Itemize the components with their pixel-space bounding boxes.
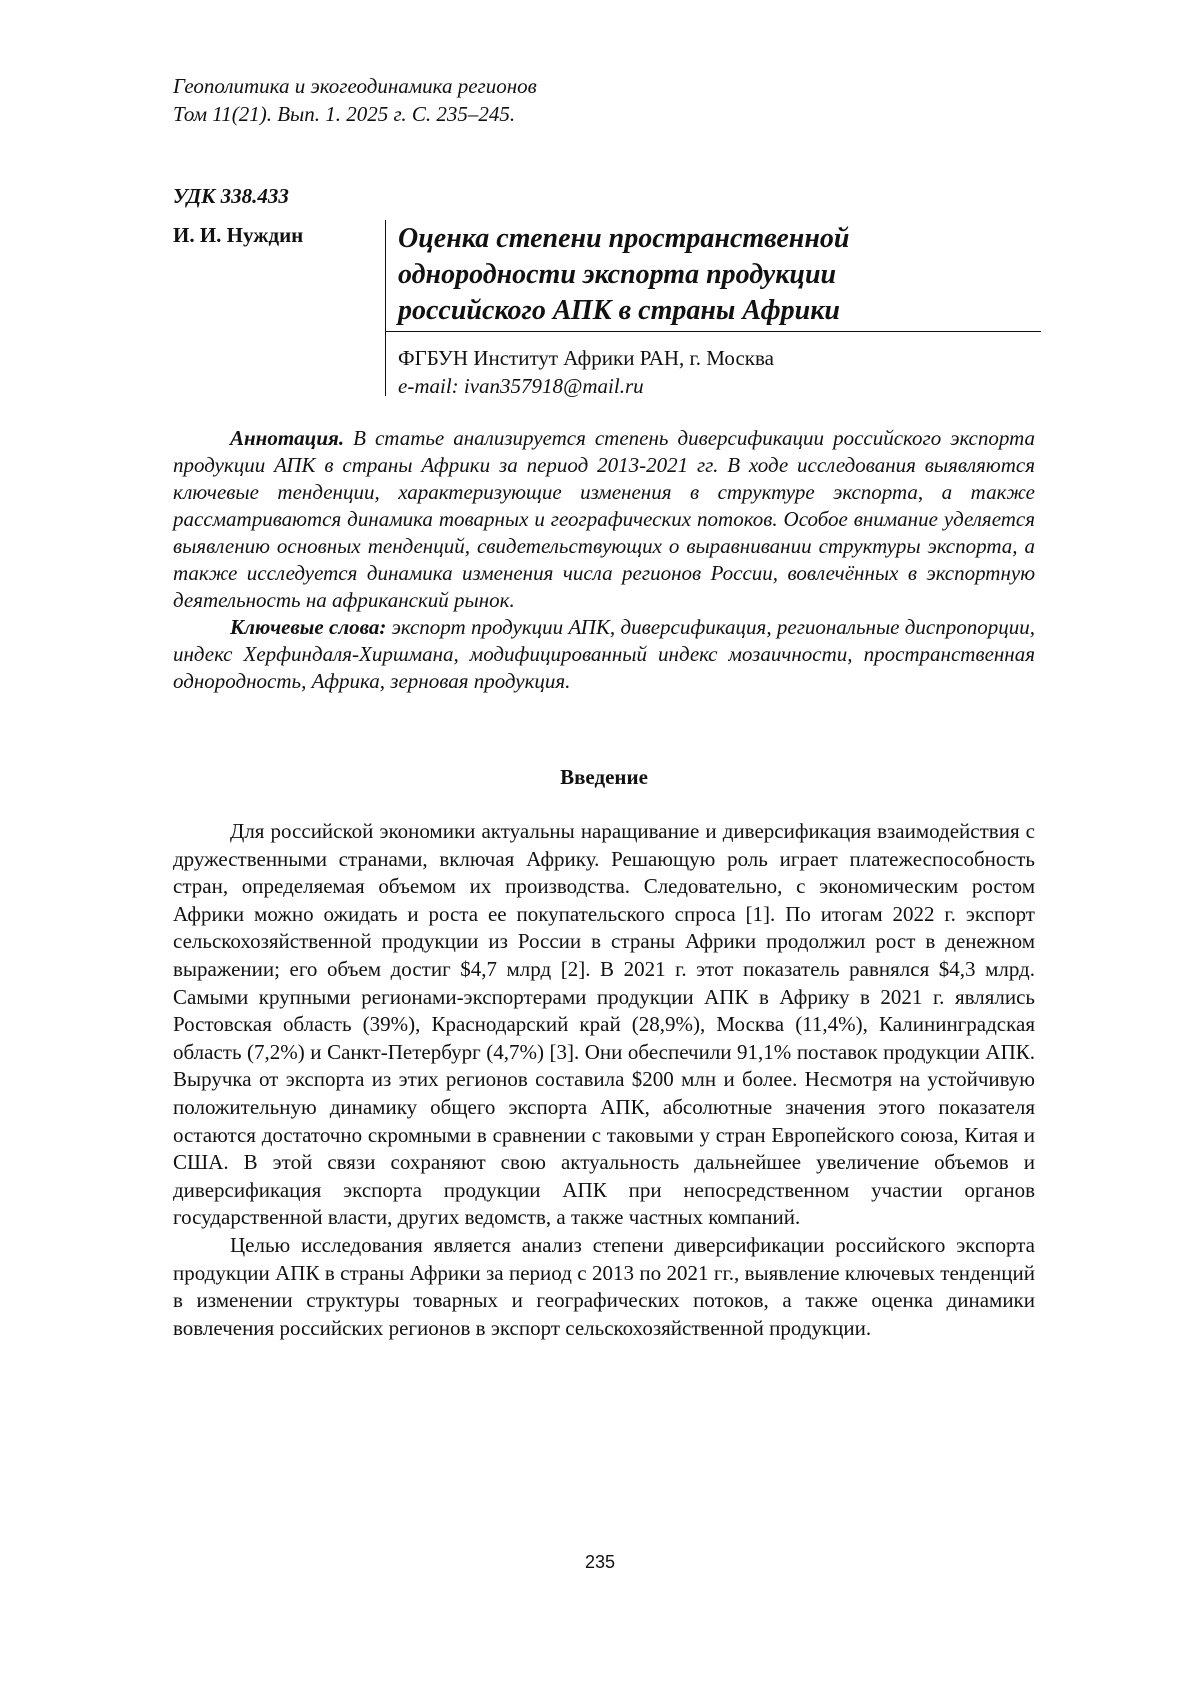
title-divider-vertical xyxy=(385,220,386,396)
keywords-label: Ключевые слова: xyxy=(230,615,387,639)
journal-header xyxy=(173,72,537,128)
article-title-line: Оценка степени пространственной xyxy=(398,223,850,254)
author-email: e-mail: ivan357918@mail.ru xyxy=(398,374,644,398)
abstract-text: В статье анализируется степень диверсификации российского экспорта продукции АПК в страны Африки за период 2013-2021 гг. В ходе исследования выявляются ключевые тенденции, характеризующие изменения в структуре экспорта, а также рассматриваются динамика товарных и географических потоков. Особое внимание уделяется выявлению основных тенденций, свидетельствующих о выравнивании структуры экспорта, а также исследуется динамика изменения числа регионов России, вовлечённых в экспортную деятельность на африканский рынок. xyxy=(173,426,1035,612)
article-title-line: российского АПК в страны Африки xyxy=(398,295,840,326)
section-heading: Введение xyxy=(560,765,648,789)
keywords-paragraph xyxy=(173,614,1035,695)
page-number: 235 xyxy=(584,1552,616,1572)
abstract xyxy=(173,425,1035,695)
journal-issue: Том 11(21). Вып. 1. 2025 г. С. 235–245. xyxy=(173,102,516,126)
body-paragraph: Целью исследования является анализ степени диверсификации российского экспорта продукции АПК в страны Африки за период с 2013 по 2021 гг., выявление ключевых тенденций в изменении структуры товарных и географических потоков, а также оценка динамики вовлечения российских регионов в экспорт сельскохозяйственной продукции. xyxy=(173,1232,1035,1340)
udc-code: УДК 338.433 xyxy=(173,184,289,208)
abstract-label: Аннотация. xyxy=(230,426,345,450)
body-paragraph: Для российской экономики актуальны наращивание и диверсификация взаимодействия с дружественными странами, включая Африку. Решающую роль играет платежеспособность стран, определяемая объемом их производства. Следовательно, с экономическим ростом Африки можно ожидать и роста ее покупательского спроса [1]. По итогам 2022 г. экспорт сельскохозяйственной продукции из России в страны Африки продолжил рост в денежном выражении; его объем достиг $4,7 млрд [2]. В 2021 г. этот показатель равнялся $4,3 млрд. Самыми крупными регионами-экспортерами продукции АПК в Африку в 2021 г. являлись Ростовская область (39%), Краснодарский край (28,9%), Москва (11,4%), Калининградская область (7,2%) и Санкт-Петербург (4,7%) [3]. Они обеспечили 91,1% поставок продукции АПК. Выручка от экспорта из этих регионов составила $200 млн и более. Несмотря на устойчивую положительную динамику общего экспорта АПК, абсолютные значения этого показателя остаются достаточно скромными в сравнении с таковыми у стран Европейского союза, Китая и США. В этой связи сохраняют свою актуальность дальнейшее увеличение объемов и диверсификация экспорта продукции АПК при непосредственном участии органов государственной власти, других ведомств, а также частных компаний. xyxy=(173,819,1035,1230)
keywords-text: экспорт продукции АПК, диверсификация, региональные диспропорции, индекс Херфиндаля-Хиршмана, модифицированный индекс мозаичности, пространственная однородность, Африка, зерновая продукция. xyxy=(173,615,1035,693)
title-divider-horizontal xyxy=(385,331,1041,332)
author-name: И. И. Нуждин xyxy=(173,223,304,247)
abstract-paragraph xyxy=(173,425,1035,614)
article-title xyxy=(398,221,1038,329)
article-title-line: однородности экспорта продукции xyxy=(398,259,837,290)
body-text xyxy=(173,818,1035,1342)
affiliation: ФГБУН Институт Африки РАН, г. Москва xyxy=(398,346,774,370)
journal-name: Геополитика и экогеодинамика регионов xyxy=(173,74,537,98)
